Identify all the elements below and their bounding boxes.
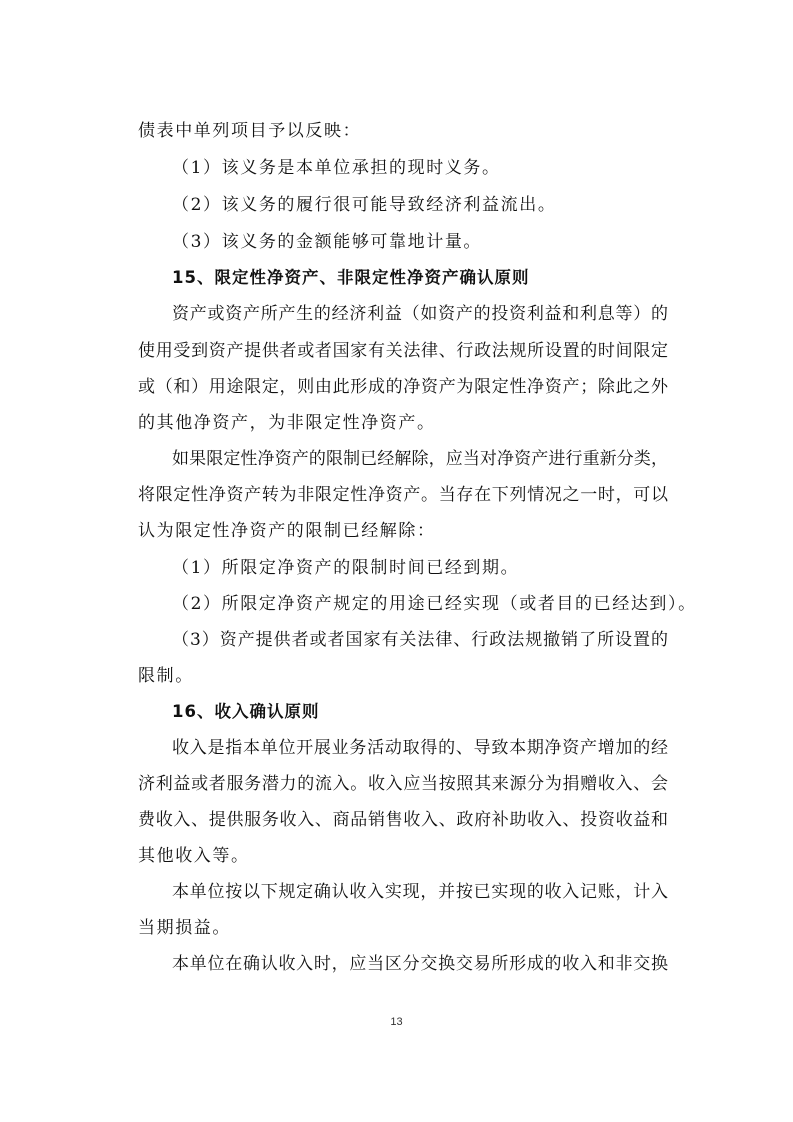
paragraph-line: 其他收入等。: [138, 846, 250, 866]
paragraph-line: 如果限定性净资产的限制已经解除，应当对净资产进行重新分类，: [172, 449, 668, 469]
paragraph-line: 资产或资产所产生的经济利益（如资产的投资利益和利息等）的: [172, 304, 668, 324]
list-item: （3）该义务的金额能够可靠地计量。: [172, 232, 483, 252]
section-heading-15: 15、限定性净资产、非限定性净资产确认原则: [172, 268, 530, 287]
list-item: （1）该义务是本单位承担的现时义务。: [172, 158, 501, 178]
paragraph-line: 将限定性净资产转为非限定性净资产。当存在下列情况之一时，可以: [138, 485, 668, 505]
section-heading-16: 16、收入确认原则: [172, 702, 320, 721]
paragraph-continuation: 债表中单列项目予以反映：: [138, 121, 362, 141]
paragraph-line: 收入是指本单位开展业务活动取得的、导致本期净资产增加的经: [172, 738, 668, 758]
list-item: （2）所限定净资产规定的用途已经实现（或者目的已经达到）。: [172, 594, 697, 614]
paragraph-line: 使用受到资产提供者或者国家有关法律、行政法规所设置的时间限定: [138, 341, 668, 361]
paragraph-line: 当期损益。: [138, 918, 231, 938]
paragraph-line: 或（和）用途限定，则由此形成的净资产为限定性净资产；除此之外: [138, 377, 668, 397]
paragraph-line: 本单位按以下规定确认收入实现，并按已实现的收入记账，计入: [172, 882, 668, 902]
list-item: （3）资产提供者或者国家有关法律、行政法规撤销了所设置的: [172, 630, 668, 650]
paragraph-line: 的其他净资产，为非限定性净资产。: [138, 413, 436, 433]
list-item-continuation: 限制。: [138, 666, 194, 686]
list-item: （2）该义务的履行很可能导致经济利益流出。: [172, 195, 557, 215]
paragraph-line: 本单位在确认收入时，应当区分交换交易所形成的收入和非交换: [172, 954, 668, 974]
page-number: 13: [390, 1016, 403, 1028]
paragraph-line: 认为限定性净资产的限制已经解除：: [138, 521, 436, 541]
list-item: （1）所限定净资产的限制时间已经到期。: [172, 558, 520, 578]
paragraph-line: 济利益或者服务潜力的流入。收入应当按照其来源分为捐赠收入、会: [138, 774, 668, 794]
paragraph-line: 费收入、提供服务收入、商品销售收入、政府补助收入、投资收益和: [138, 810, 668, 830]
